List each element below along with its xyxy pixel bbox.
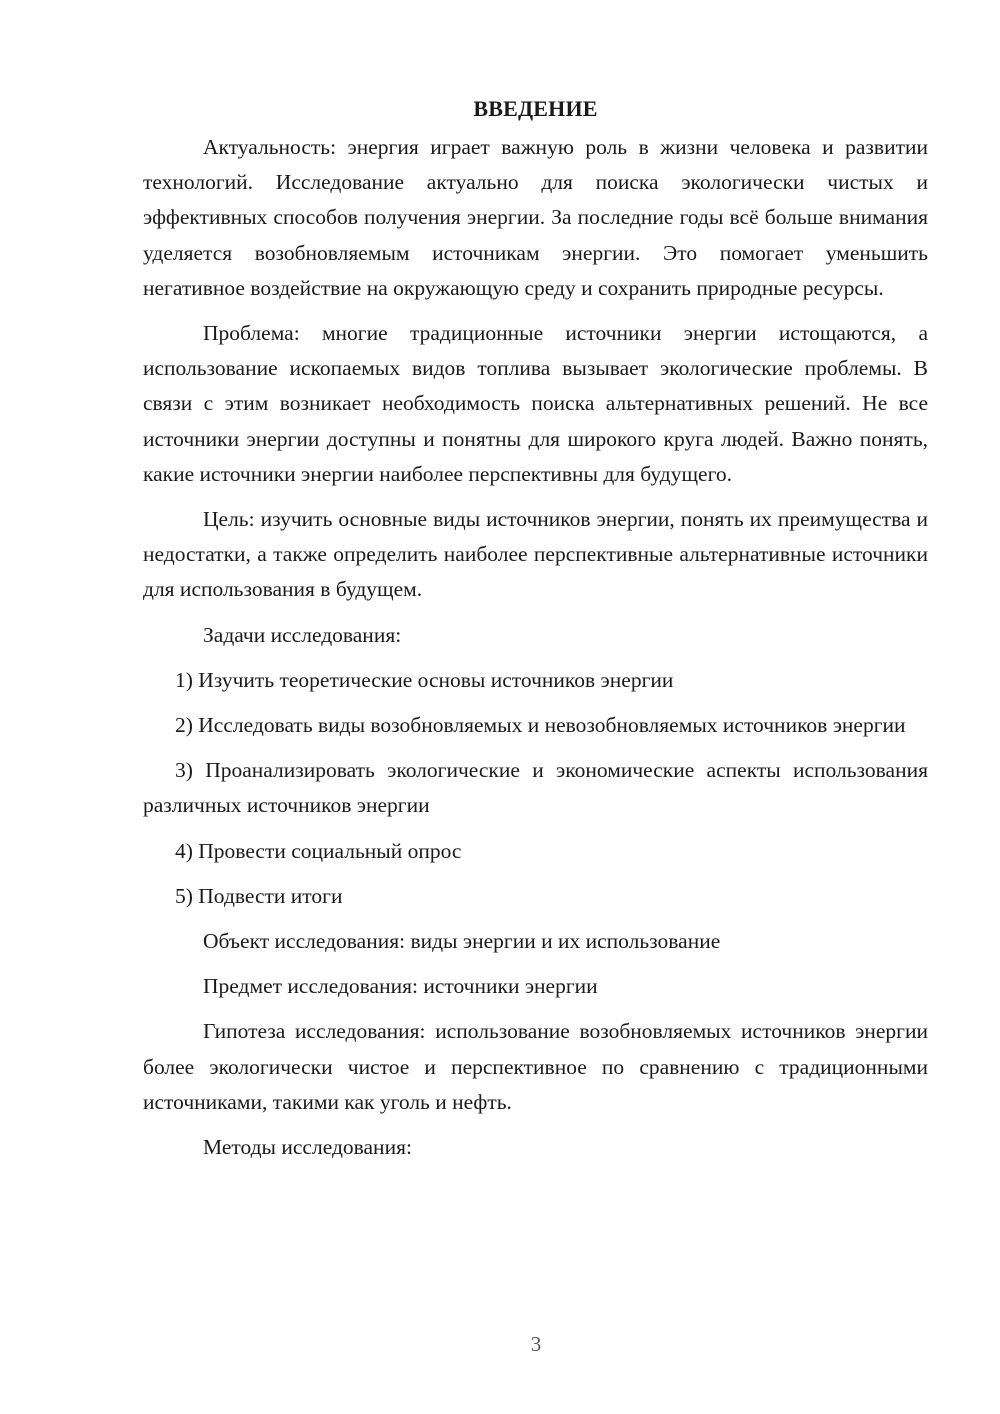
subject-paragraph: Предмет исследования: источники энергии (203, 974, 598, 999)
task-item: 4) Провести социальный опрос (175, 838, 462, 863)
tasks-heading: Задачи исследования: (203, 622, 402, 647)
object-paragraph: Объект исследования: виды энергии и их использование (203, 929, 721, 954)
task-item: 5) Подвести итоги (175, 883, 343, 908)
task-item: 2) Исследовать виды возобновляемых и невозобновляемых источников энергии (175, 713, 906, 738)
problem-paragraph: Проблема: многие традиционные источники энергии истощаются, а использование ископаемых видов топлива вызывает экологические проблемы. В связи с этим возникает необходимость поиска альтернативных решений. Не все источники энергии доступны и понятны для широкого круга людей. Важно понять, какие источники энергии наиболее перспективны для будущего. (143, 321, 928, 486)
task-item: 1) Изучить теоретические основы источников энергии (175, 667, 674, 692)
section-title: ВВЕДЕНИЕ (473, 96, 598, 121)
hypothesis-paragraph: Гипотеза исследования: использование возобновляемых источников энергии более экологически чистое и перспективное по сравнению с традиционными источниками, такими как уголь и нефть. (143, 1019, 928, 1114)
goal-paragraph: Цель: изучить основные виды источников энергии, понять их преимущества и недостатки, а также определить наиболее перспективные альтернативные источники для использования в будущем. (143, 507, 928, 602)
methods-heading: Методы исследования: (203, 1135, 412, 1160)
document-page (143, 92, 928, 1165)
page-number: 3 (530, 1332, 542, 1356)
relevance-paragraph: Актуальность: энергия играет важную роль в жизни человека и развитии технологий. Исследование актуально для поиска экологически чистых и эффективных способов получения энергии. За последние годы всё больше внимания уделяется возобновляемым источникам энергии. Это помогает уменьшить негативное воздействие на окружающую среду и сохранить природные ресурсы. (143, 135, 928, 300)
task-item: 3) Проанализировать экологические и экономические аспекты использования различных источников энергии (143, 758, 928, 818)
